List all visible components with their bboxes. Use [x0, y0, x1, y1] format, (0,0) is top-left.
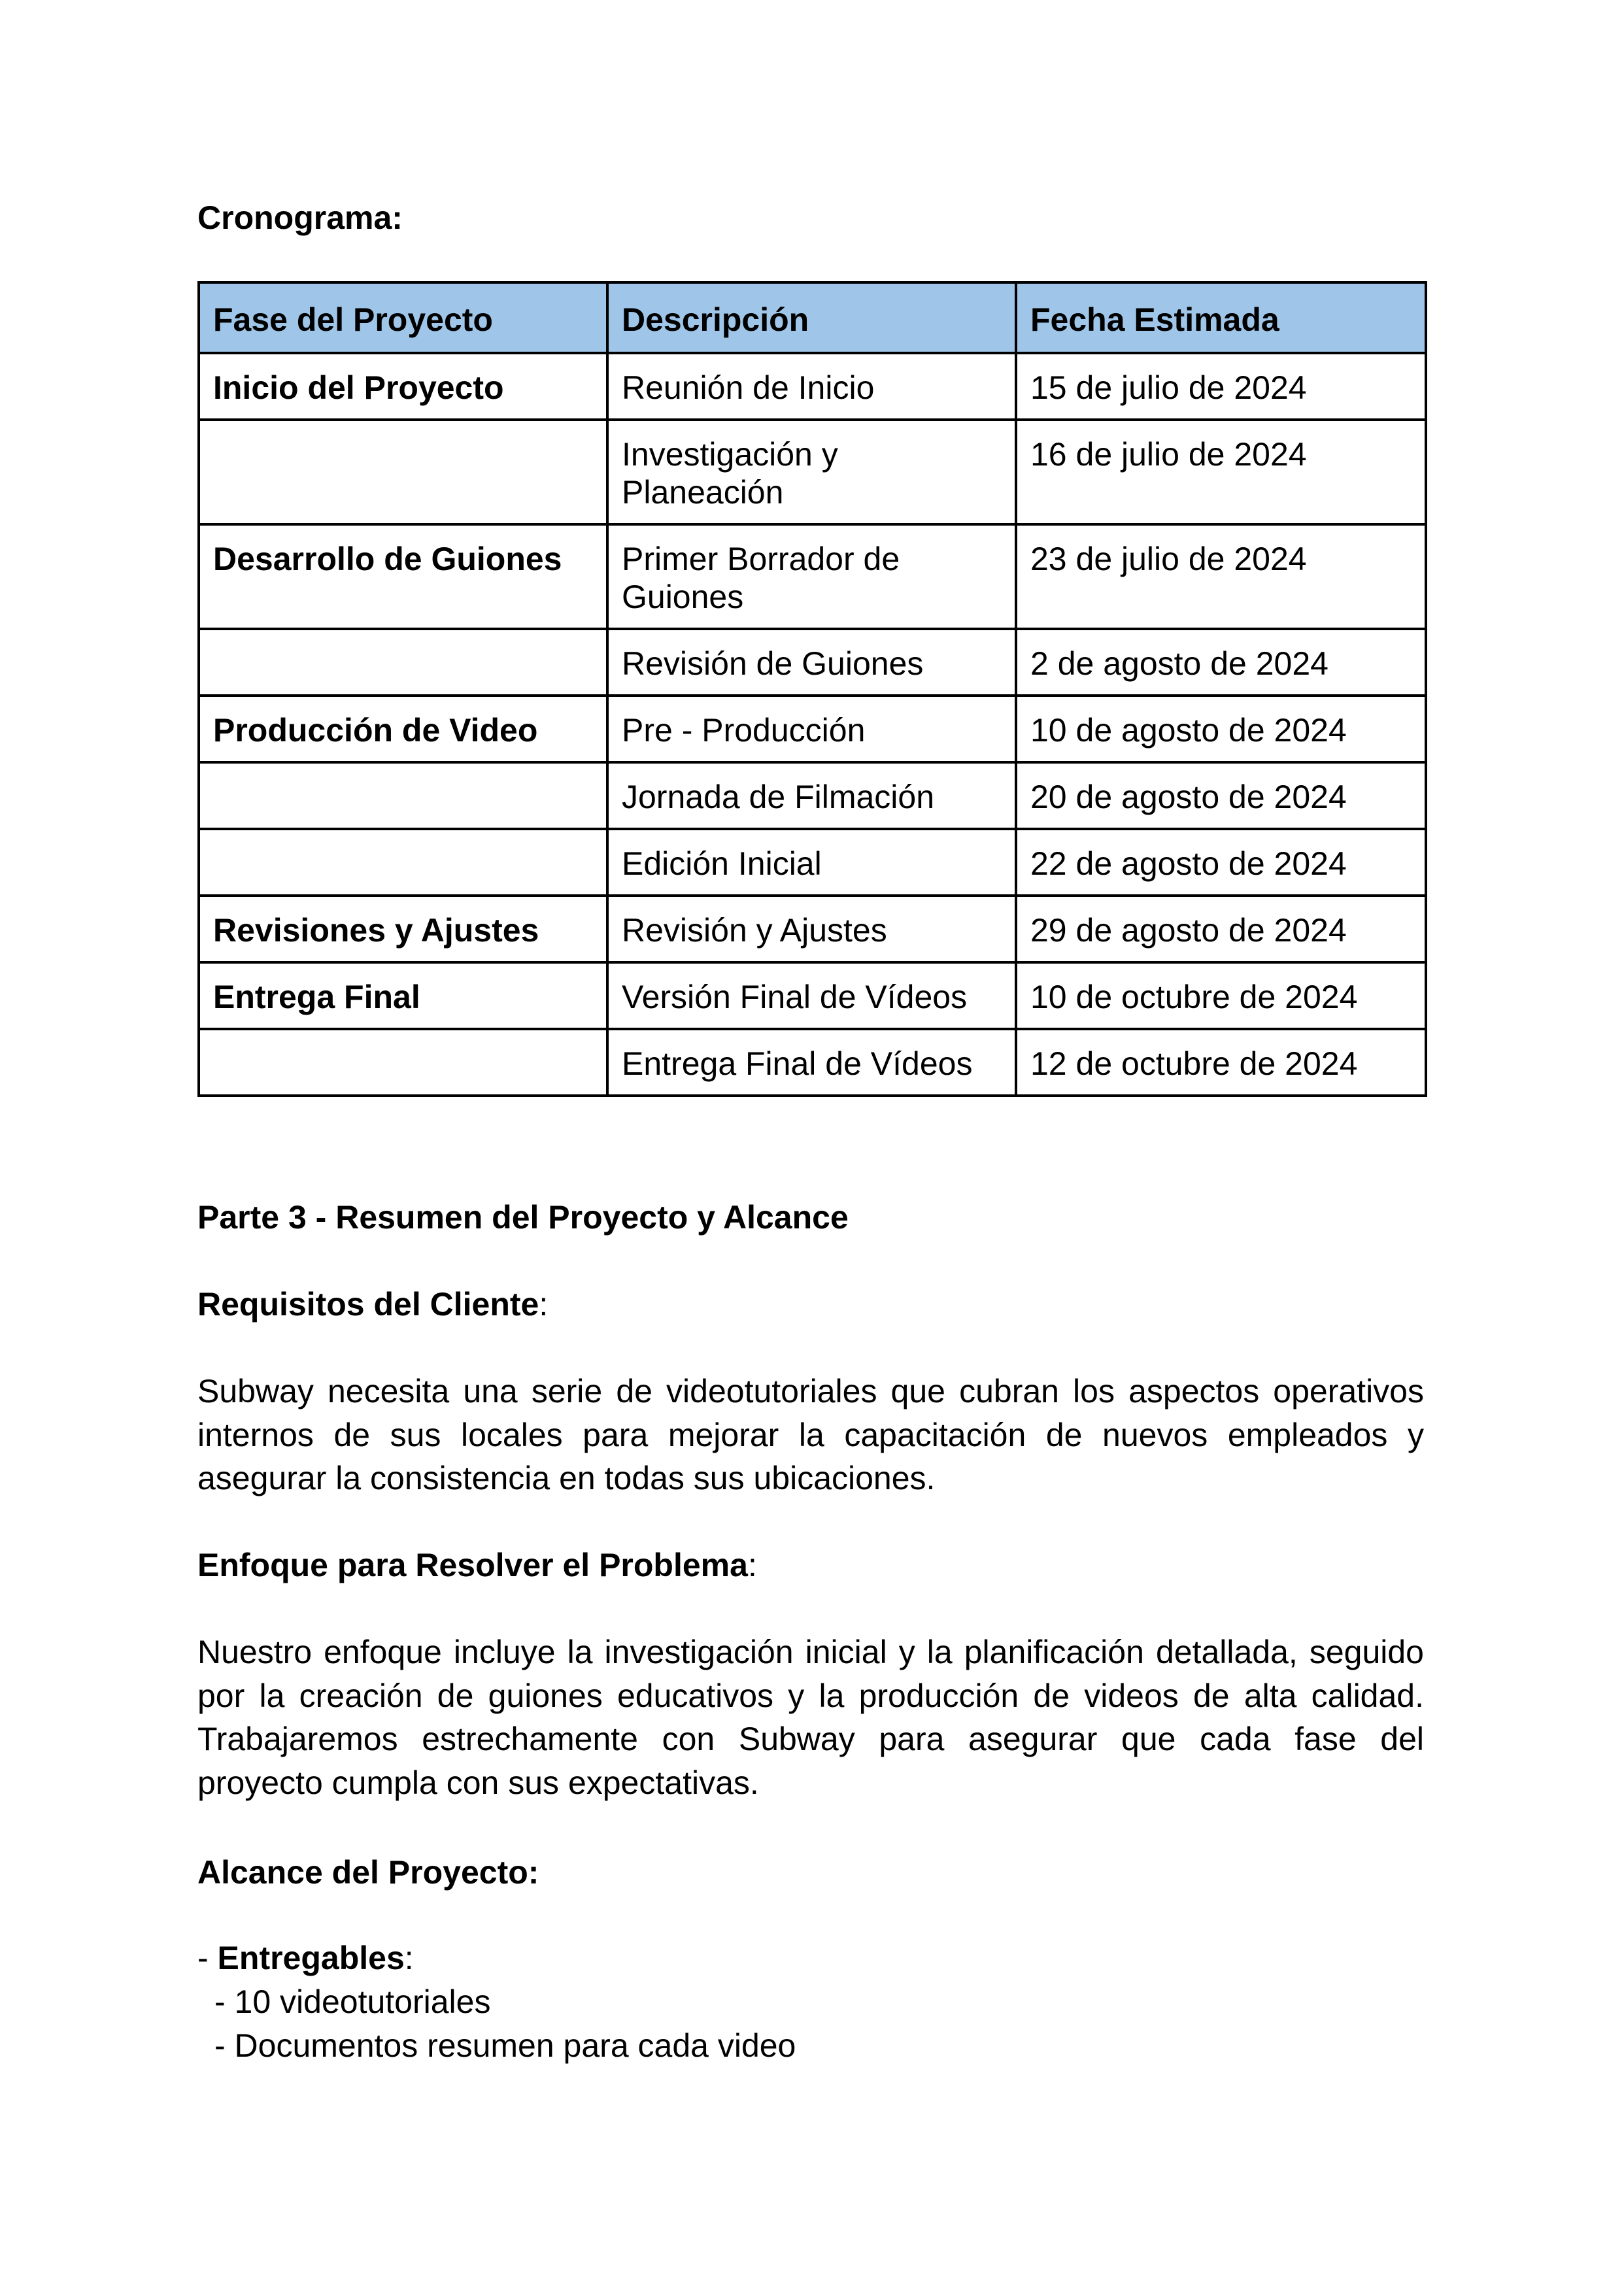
date-cell: 10 de agosto de 2024 [1016, 696, 1426, 762]
requisitos-heading: Requisitos del Cliente [197, 1286, 539, 1323]
phase-cell [199, 762, 607, 829]
description-text: Investigación y Planeación [622, 436, 838, 511]
colon: : [539, 1286, 549, 1323]
description-cell: Revisión y Ajustes [607, 896, 1016, 962]
dash: - [214, 1983, 235, 2020]
phase-cell: Producción de Video [199, 696, 607, 762]
table-row [199, 696, 1426, 762]
date-cell: 12 de octubre de 2024 [1016, 1029, 1426, 1096]
entregables-item [197, 1936, 796, 1980]
description-cell: Entrega Final de Vídeos [607, 1029, 1016, 1096]
date-cell: 22 de agosto de 2024 [1016, 829, 1426, 896]
date-cell: 20 de agosto de 2024 [1016, 762, 1426, 829]
table-row [199, 962, 1426, 1029]
phase-cell [199, 629, 607, 696]
date-cell: 16 de julio de 2024 [1016, 420, 1426, 524]
description-cell: Edición Inicial [607, 829, 1016, 896]
phase-cell [199, 420, 607, 524]
dash: - [197, 1940, 218, 1976]
description-cell: Revisión de Guiones [607, 629, 1016, 696]
phase-cell: Inicio del Proyecto [199, 353, 607, 420]
requisitos-heading-line [197, 1283, 548, 1326]
phase-cell [199, 1029, 607, 1096]
date-cell: 15 de julio de 2024 [1016, 353, 1426, 420]
cronograma-heading: Cronograma: [197, 199, 403, 236]
phase-cell [199, 829, 607, 896]
header-description: Descripción [607, 282, 1016, 353]
description-cell: Pre - Producción [607, 696, 1016, 762]
requisitos-body: Subway necesita una serie de videotutoriales que cubran los aspectos operativos internos de sus locales para mejorar la capacitación de nuevos empleados y asegurar la consistencia en todas sus ubicaciones. [197, 1373, 1424, 1496]
phase-cell: Entrega Final [199, 962, 607, 1029]
date-cell: 10 de octubre de 2024 [1016, 962, 1426, 1029]
alcance-heading: Alcance del Proyecto: [197, 1854, 539, 1891]
table-row [199, 896, 1426, 962]
date-cell: 2 de agosto de 2024 [1016, 629, 1426, 696]
entregables-label: Entregables [217, 1940, 405, 1976]
description-cell: Reunión de Inicio [607, 353, 1016, 420]
list-item [197, 2024, 796, 2068]
table-row [199, 353, 1426, 420]
description-cell [607, 524, 1016, 629]
date-cell: 23 de julio de 2024 [1016, 524, 1426, 629]
list-item [197, 1980, 796, 2024]
description-text: Primer Borrador de Guiones [622, 541, 900, 615]
description-cell: Jornada de Filmación [607, 762, 1016, 829]
header-date: Fecha Estimada [1016, 282, 1426, 353]
phase-cell: Desarrollo de Guiones [199, 524, 607, 629]
description-cell: Versión Final de Vídeos [607, 962, 1016, 1029]
dash: - [214, 2027, 235, 2064]
list-item-text: 10 videotutoriales [234, 1983, 491, 2020]
part3-title: Parte 3 - Resumen del Proyecto y Alcance [197, 1199, 849, 1236]
table-row [199, 629, 1426, 696]
enfoque-body: Nuestro enfoque incluye la investigación inicial y la planificación detallada, seguido por la creación de guiones educativos y la producción de videos de alta calidad. Trabajaremos estrechamente con Subway para asegurar que cada fase del proyecto cumpla con sus expectativas. [197, 1634, 1424, 1801]
deliverables-list [197, 1936, 796, 2068]
description-cell [607, 420, 1016, 524]
table-row [199, 829, 1426, 896]
phase-cell: Revisiones y Ajustes [199, 896, 607, 962]
enfoque-heading: Enfoque para Resolver el Problema [197, 1547, 748, 1583]
colon: : [404, 1940, 414, 1976]
table-row [199, 524, 1426, 629]
enfoque-heading-line [197, 1543, 757, 1587]
schedule-table [197, 281, 1427, 1097]
colon: : [747, 1547, 757, 1583]
header-phase: Fase del Proyecto [199, 282, 607, 353]
table-row [199, 1029, 1426, 1096]
table-row [199, 420, 1426, 524]
table-row [199, 762, 1426, 829]
table-header-row [199, 282, 1426, 353]
list-item-text: Documentos resumen para cada video [234, 2027, 796, 2064]
date-cell: 29 de agosto de 2024 [1016, 896, 1426, 962]
